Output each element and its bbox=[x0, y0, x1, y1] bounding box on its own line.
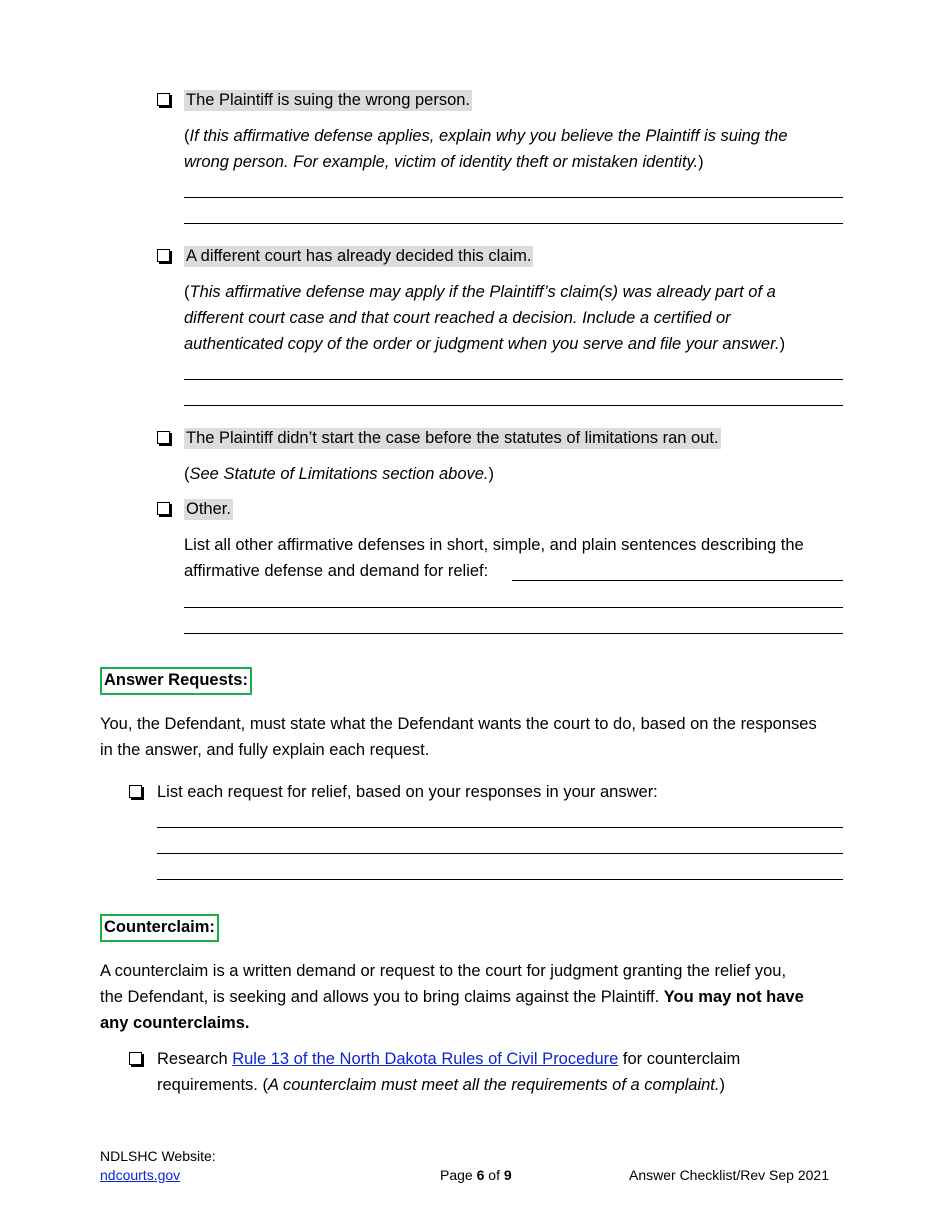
defense-other-explain-1: List all other affirmative defenses in short, simple, and plain sentences describing the bbox=[184, 536, 804, 554]
research-rule13-line-2: requirements. (A counterclaim must meet all the requirements of a complaint.) bbox=[157, 1076, 725, 1094]
counterclaim-intro-2: the Defendant, is seeking and allows you to bring claims against the Plaintiff. You may not have bbox=[100, 988, 804, 1006]
footer-website-link[interactable]: ndcourts.gov bbox=[100, 1167, 181, 1183]
answer-line[interactable] bbox=[184, 379, 843, 380]
counterclaim-intro-3: any counterclaims. bbox=[100, 1014, 250, 1032]
answer-line[interactable] bbox=[184, 607, 843, 608]
checkbox-relief-requests[interactable] bbox=[129, 785, 142, 798]
answer-line[interactable] bbox=[184, 223, 843, 224]
defense-already-decided-explain-3: authenticated copy of the order or judgment when you serve and file your answer.) bbox=[184, 335, 786, 353]
answer-line[interactable] bbox=[157, 853, 843, 854]
footer-page-number: Page 6 of 9 bbox=[440, 1167, 512, 1183]
answer-requests-heading: Answer Requests: bbox=[100, 667, 252, 695]
answer-line[interactable] bbox=[157, 827, 843, 828]
defense-other-explain-2: affirmative defense and demand for relief: bbox=[184, 562, 489, 580]
defense-already-decided-explain-1: (This affirmative defense may apply if the Plaintiff’s claim(s) was already part of a bbox=[184, 283, 776, 301]
defense-statute-limitations-explain: (See Statute of Limitations section above.) bbox=[184, 465, 495, 483]
defense-other-label: Other. bbox=[186, 500, 231, 518]
defense-wrong-person-explain-1: (If this affirmative defense applies, explain why you believe the Plaintiff is suing the bbox=[184, 127, 788, 145]
checkbox-wrong-person[interactable] bbox=[157, 93, 170, 106]
checkbox-statute-limitations[interactable] bbox=[157, 431, 170, 444]
footer-doc-id: Answer Checklist/Rev Sep 2021 bbox=[629, 1167, 829, 1183]
answer-line[interactable] bbox=[184, 405, 843, 406]
answer-line[interactable] bbox=[184, 197, 843, 198]
defense-already-decided-label: A different court has already decided this claim. bbox=[186, 247, 532, 265]
footer-website-label: NDLSHC Website: bbox=[100, 1148, 216, 1164]
rule13-link[interactable]: Rule 13 of the North Dakota Rules of Civil Procedure bbox=[232, 1050, 619, 1068]
answer-line[interactable] bbox=[184, 633, 843, 634]
defense-wrong-person-label: The Plaintiff is suing the wrong person. bbox=[186, 91, 471, 109]
checkbox-already-decided[interactable] bbox=[157, 249, 170, 262]
counterclaim-intro-1: A counterclaim is a written demand or request to the court for judgment granting the relief you, bbox=[100, 962, 787, 980]
defense-statute-limitations-label: The Plaintiff didn’t start the case before the statutes of limitations ran out. bbox=[186, 429, 719, 447]
relief-requests-label: List each request for relief, based on your responses in your answer: bbox=[157, 783, 658, 801]
answer-line[interactable] bbox=[157, 879, 843, 880]
counterclaim-heading: Counterclaim: bbox=[100, 914, 219, 942]
answer-line[interactable] bbox=[512, 580, 843, 581]
answer-requests-intro-1: You, the Defendant, must state what the Defendant wants the court to do, based on the responses bbox=[100, 715, 817, 733]
defense-wrong-person-explain-2: wrong person. For example, victim of identity theft or mistaken identity.) bbox=[184, 153, 704, 171]
checkbox-research-rule13[interactable] bbox=[129, 1052, 142, 1065]
research-rule13-line-1: Research Rule 13 of the North Dakota Rules of Civil Procedure for counterclaim bbox=[157, 1050, 741, 1068]
checkbox-other[interactable] bbox=[157, 502, 170, 515]
answer-requests-intro-2: in the answer, and fully explain each request. bbox=[100, 741, 430, 759]
defense-already-decided-explain-2: different court case and that court reached a decision. Include a certified or bbox=[184, 309, 731, 327]
